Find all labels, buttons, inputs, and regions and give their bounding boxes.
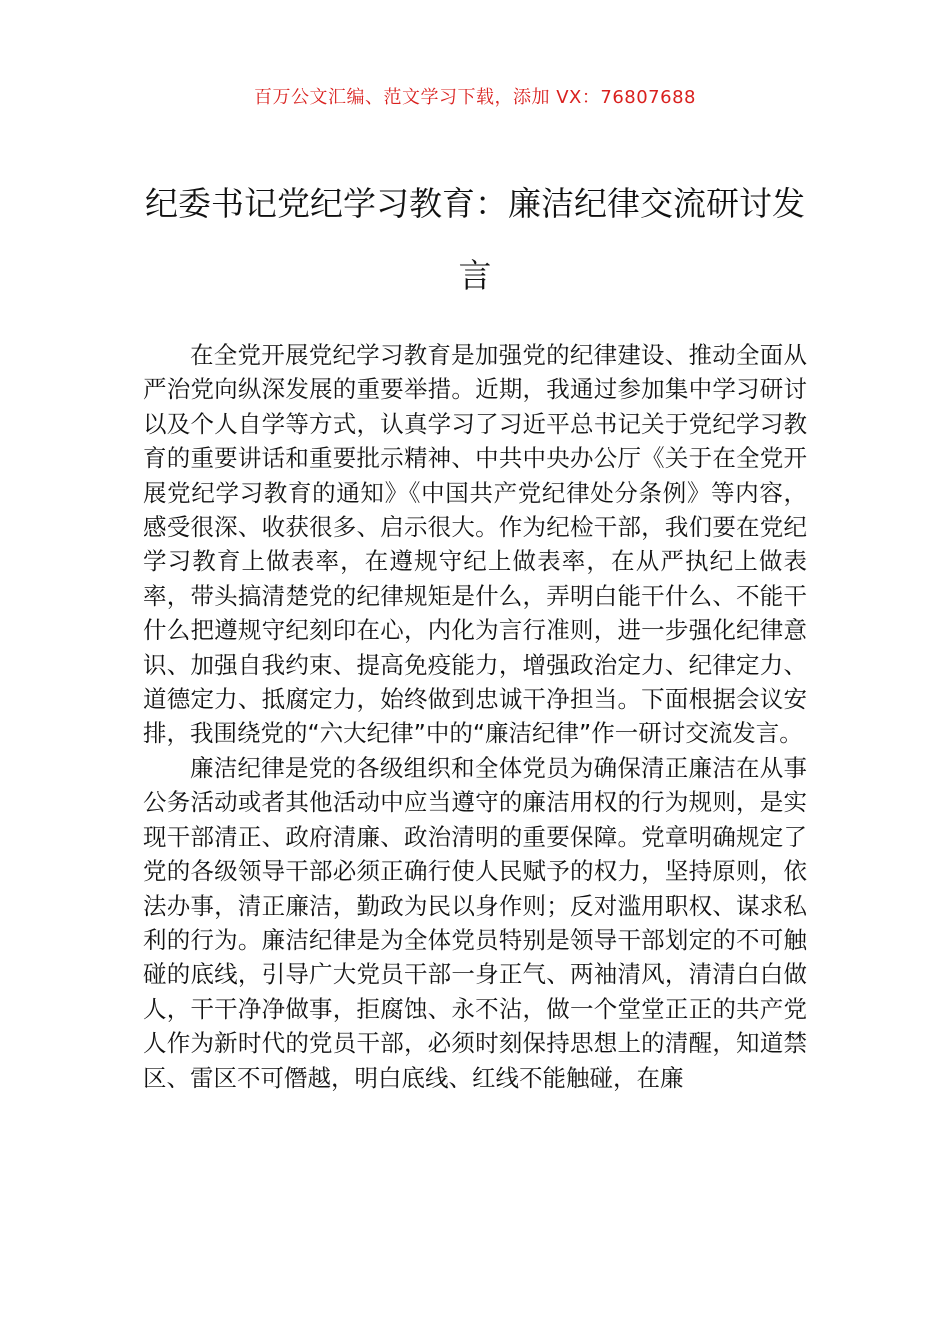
header-watermark-note: 百万公文汇编、范文学习下载，添加 VX：76807688 bbox=[254, 87, 696, 108]
page-title: 纪委书记党纪学习教育：廉洁纪律交流研讨发言 bbox=[145, 184, 805, 295]
body-paragraph: 廉洁纪律是党的各级组织和全体党员为确保清正廉洁在从事公务活动或者其他活动中应当遵守的廉洁用权的行为规则，是实现干部清正、政府清廉、政治清明的重要保障。党章明确规定了党的各级领导干部必须正确行使人民赋予的权力，坚持原则，依法办事，清正廉洁，勤政为民以身作则；反对滥用职权、谋求私利的行为。廉洁纪律是为全体党员特别是领导干部划定的不可触碰的底线，引导广大党员干部一身正气、两袖清风，清清白白做人，干干净净做事，拒腐蚀、永不沾，做一个堂堂正正的共产党人作为新时代的党员干部，必须时刻保持思想上的清醒，知道禁区、雷区不可僭越，明白底线、红线不能触碰，在廉 bbox=[143, 753, 807, 1092]
body-paragraph: 在全党开展党纪学习教育是加强党的纪律建设、推动全面从严治党向纵深发展的重要举措。近期，我通过参加集中学习研讨以及个人自学等方式，认真学习了习近平总书记关于党纪学习教育的重要讲话和重要批示精神、中共中央办公厅《关于在全党开展党纪学习教育的通知》《中国共产党纪律处分条例》等内容，感受很深、收获很多、启示很大。作为纪检干部，我们要在党纪学习教育上做表率，在遵规守纪上做表率，在从严执纪上做表率，带头搞清楚党的纪律规矩是什么，弄明白能干什么、不能干什么把遵规守纪刻印在心，内化为言行准则，进一步强化纪律意识、加强自我约束、提高免疫能力，增强政治定力、纪律定力、道德定力、抵腐定力，始终做到忠诚干净担当。下面根据会议安排，我围绕党的“六大纪律”中的“廉洁纪律”作一研讨交流发言。 bbox=[143, 341, 807, 748]
document-body bbox=[143, 338, 807, 1095]
